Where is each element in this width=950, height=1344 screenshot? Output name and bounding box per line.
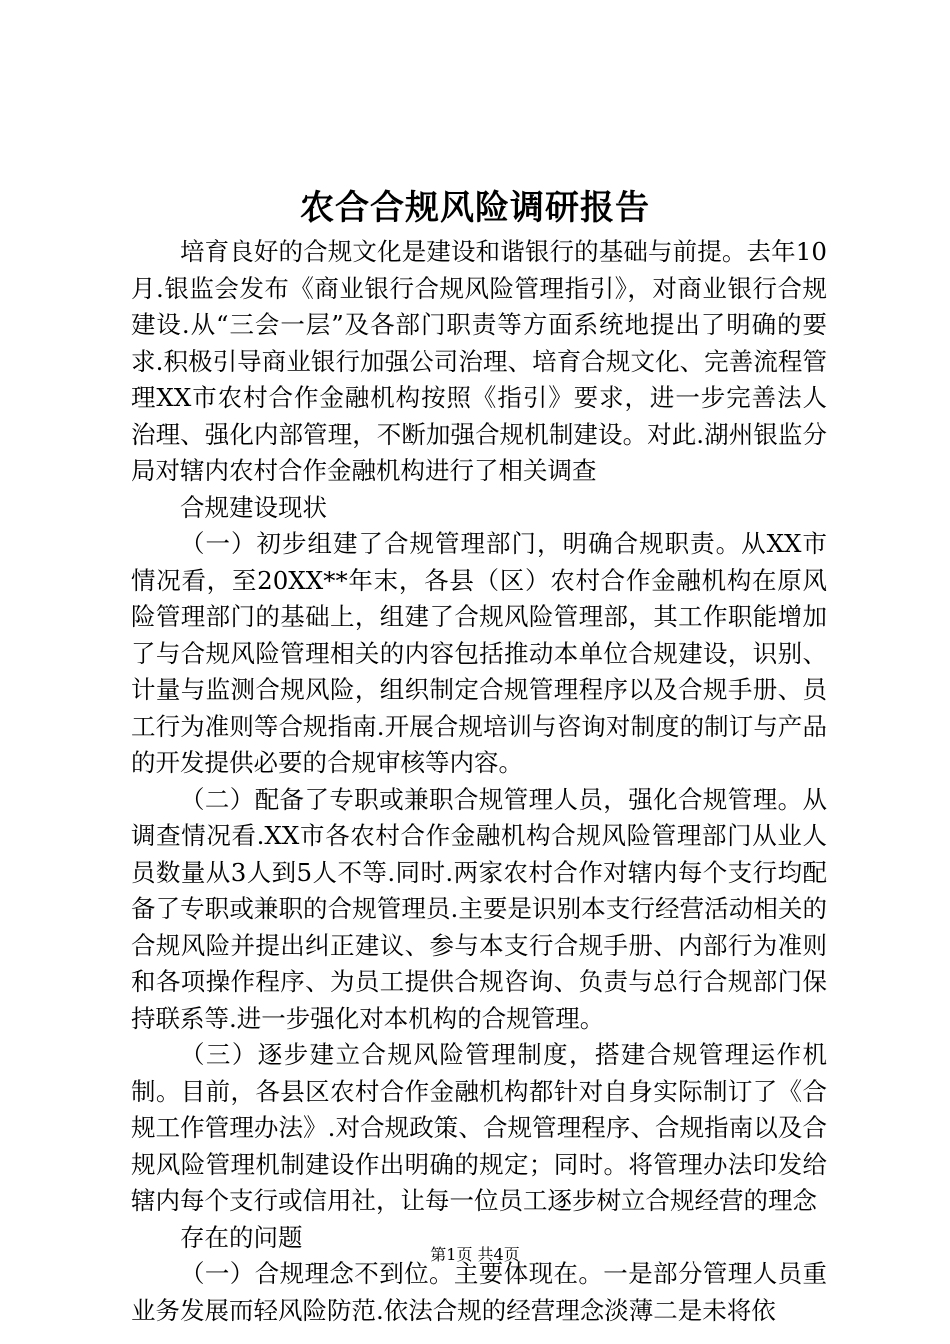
paragraph-item-2: （二）配备了专职或兼职合规管理人员，强化合规管理。从调查情况看.XX市各农村合作金融机构合规风险管理部门从业人员数量从3人到5人不等.同时.两家农村合作对辖内每个支行均配备了专职或兼职的合规管理员.主要是识别本支行经营活动相关的合规风险并提出纠正建议、参与本支行合规手册、内部行为准则和各项操作程序、为员工提供合规咨询、负责与总行合规部门保持联系等.进一步强化对本机构的合规管理。 <box>131 784 827 1033</box>
section-heading-status: 合规建设现状 <box>180 492 327 522</box>
page-footer: 第1页 共4页 <box>430 1245 520 1264</box>
document-title: 农合合规风险调研报告 <box>300 188 650 228</box>
intro-paragraph: 培育良好的合规文化是建设和谐银行的基础与前提。去年10月.银监会发布《商业银行合规风险管理指引》，对商业银行合规建设.从“三会一层”及各部门职责等方面系统地提出了明确的要求.积极引导商业银行加强公司治理、培育合规文化、完善流程管理XX市农村合作金融机构按照《指引》要求，进一步完善法人治理、强化内部管理，不断加强合规机制建设。对此.湖州银监分局对辖内农村合作金融机构进行了相关调查 <box>131 237 827 485</box>
section-heading-problems: 存在的问题 <box>180 1222 303 1252</box>
paragraph-item-1: （一）初步组建了合规管理部门，明确合规职责。从XX市情况看，至20XX**年末，各县（区）农村合作金融机构在原风险管理部门的基础上，组建了合规风险管理部，其工作职能增加了与合规风险管理相关的内容包括推动本单位合规建设，识别、计量与监测合规风险，组织制定合规管理程序以及合规手册、员工行为准则等合规指南.开展合规培训与咨询对制度的制订与产品的开发提供必要的合规审核等内容。 <box>131 529 827 777</box>
paragraph-problem-1: （一）合规理念不到位。主要体现在。一是部分管理人员重业务发展而轻风险防范.依法合规的经营理念淡薄二是未将依 <box>131 1259 827 1325</box>
document-body <box>131 234 827 1329</box>
paragraph-item-3: （三）逐步建立合规风险管理制度，搭建合规管理运作机制。目前，各县区农村合作金融机构都针对自身实际制订了《合规工作管理办法》.对合规政策、合规管理程序、合规指南以及合规风险管理机制建设作出明确的规定；同时。将管理办法印发给辖内每个支行或信用社，让每一位员工逐步树立合规经营的理念 <box>131 1040 827 1215</box>
